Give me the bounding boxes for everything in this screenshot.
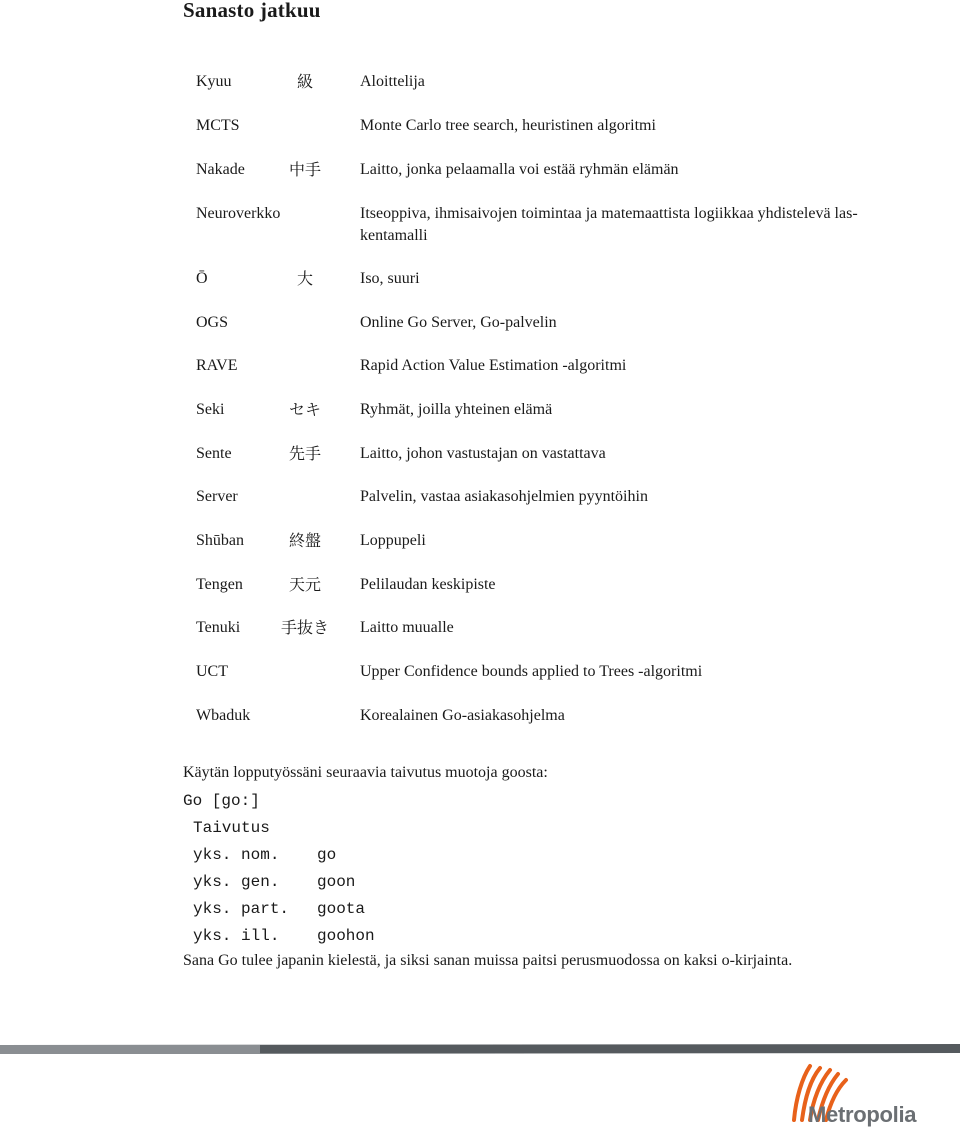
headword: Go [go:] (183, 792, 260, 810)
glossary-term: Nakade (196, 161, 245, 178)
inflection-table-title: Taivutus (193, 819, 270, 837)
glossary-term: Neuroverkko (196, 205, 281, 222)
glossary-kanji: 中手 (288, 160, 321, 179)
glossary-kanji: 大 (296, 269, 313, 288)
glossary-kanji: 級 (296, 72, 313, 91)
inflection-case: yks. nom. (193, 846, 280, 864)
footer-stripe (0, 1044, 960, 1054)
glossary-term: Sente (196, 445, 232, 462)
glossary-definition: Monte Carlo tree search, heuristinen algoritmi (360, 117, 656, 134)
glossary-definition: Laitto, johon vastustajan on vastattava (360, 445, 606, 462)
glossary-term: MCTS (196, 117, 240, 134)
inflection-case: yks. ill. (193, 927, 280, 945)
page-title: Sanasto jatkuu (183, 0, 321, 22)
glossary-kanji: セキ (288, 400, 321, 419)
glossary-definition: Laitto, jonka pelaamalla voi estää ryhmän elämän (360, 161, 679, 178)
glossary-definition: Aloittelija (360, 73, 425, 90)
glossary-term: Tengen (196, 576, 243, 593)
glossary-definition: Korealainen Go-asiakasohjelma (360, 707, 565, 724)
glossary-term: RAVE (196, 357, 238, 374)
glossary-definition: Upper Confidence bounds applied to Trees -algoritmi (360, 663, 703, 680)
glossary-term: OGS (196, 314, 229, 331)
inflection-case: yks. part. (193, 900, 290, 918)
glossary-definition: Online Go Server, Go-palvelin (360, 314, 557, 331)
inflection-case: yks. gen. (193, 873, 280, 891)
metropolia-logo-text: Metropolia (808, 1102, 917, 1127)
inflection-form: goohon (317, 927, 375, 945)
inflection-form: goota (317, 900, 366, 918)
glossary-definition: Itseoppiva, ihmisaivojen toimintaa ja matemaattista logiikkaa yhdistelevä las-kentamalli (360, 205, 858, 244)
glossary-kanji: 手抜き (280, 618, 329, 637)
glossary-term: Wbaduk (196, 707, 251, 724)
glossary-definition: Pelilaudan keskipiste (360, 576, 496, 593)
inflection-form: goon (317, 873, 356, 891)
glossary-term: Shūban (196, 532, 244, 549)
glossary-definition: Laitto muualle (360, 619, 454, 636)
glossary-term: Ō (196, 270, 208, 287)
glossary-definition: Palvelin, vastaa asiakasohjelmien pyyntöihin (360, 488, 648, 505)
glossary-kanji: 天元 (288, 575, 321, 594)
glossary-kanji: 先手 (288, 444, 321, 463)
glossary-term: Kyuu (196, 73, 232, 90)
glossary-definition: Iso, suuri (360, 270, 420, 287)
footer-stripe-fade (0, 1045, 260, 1054)
glossary-definition: Loppupeli (360, 532, 426, 549)
etymology-note: Sana Go tulee japanin kielestä, ja siksi sanan muissa paitsi perusmuodossa on kaksi o-kirjainta. (183, 952, 793, 969)
inflection-intro: Käytän lopputyössäni seuraavia taivutus muotoja goosta: (183, 764, 548, 781)
glossary-term: Server (196, 488, 238, 505)
glossary-term: UCT (196, 663, 228, 680)
glossary-definition: Ryhmät, joilla yhteinen elämä (360, 401, 553, 418)
glossary-term: Seki (196, 401, 225, 418)
inflection-form: go (317, 846, 337, 864)
glossary-term: Tenuki (196, 619, 241, 636)
glossary-definition: Rapid Action Value Estimation -algoritmi (360, 357, 627, 374)
glossary-kanji: 終盤 (288, 531, 321, 550)
